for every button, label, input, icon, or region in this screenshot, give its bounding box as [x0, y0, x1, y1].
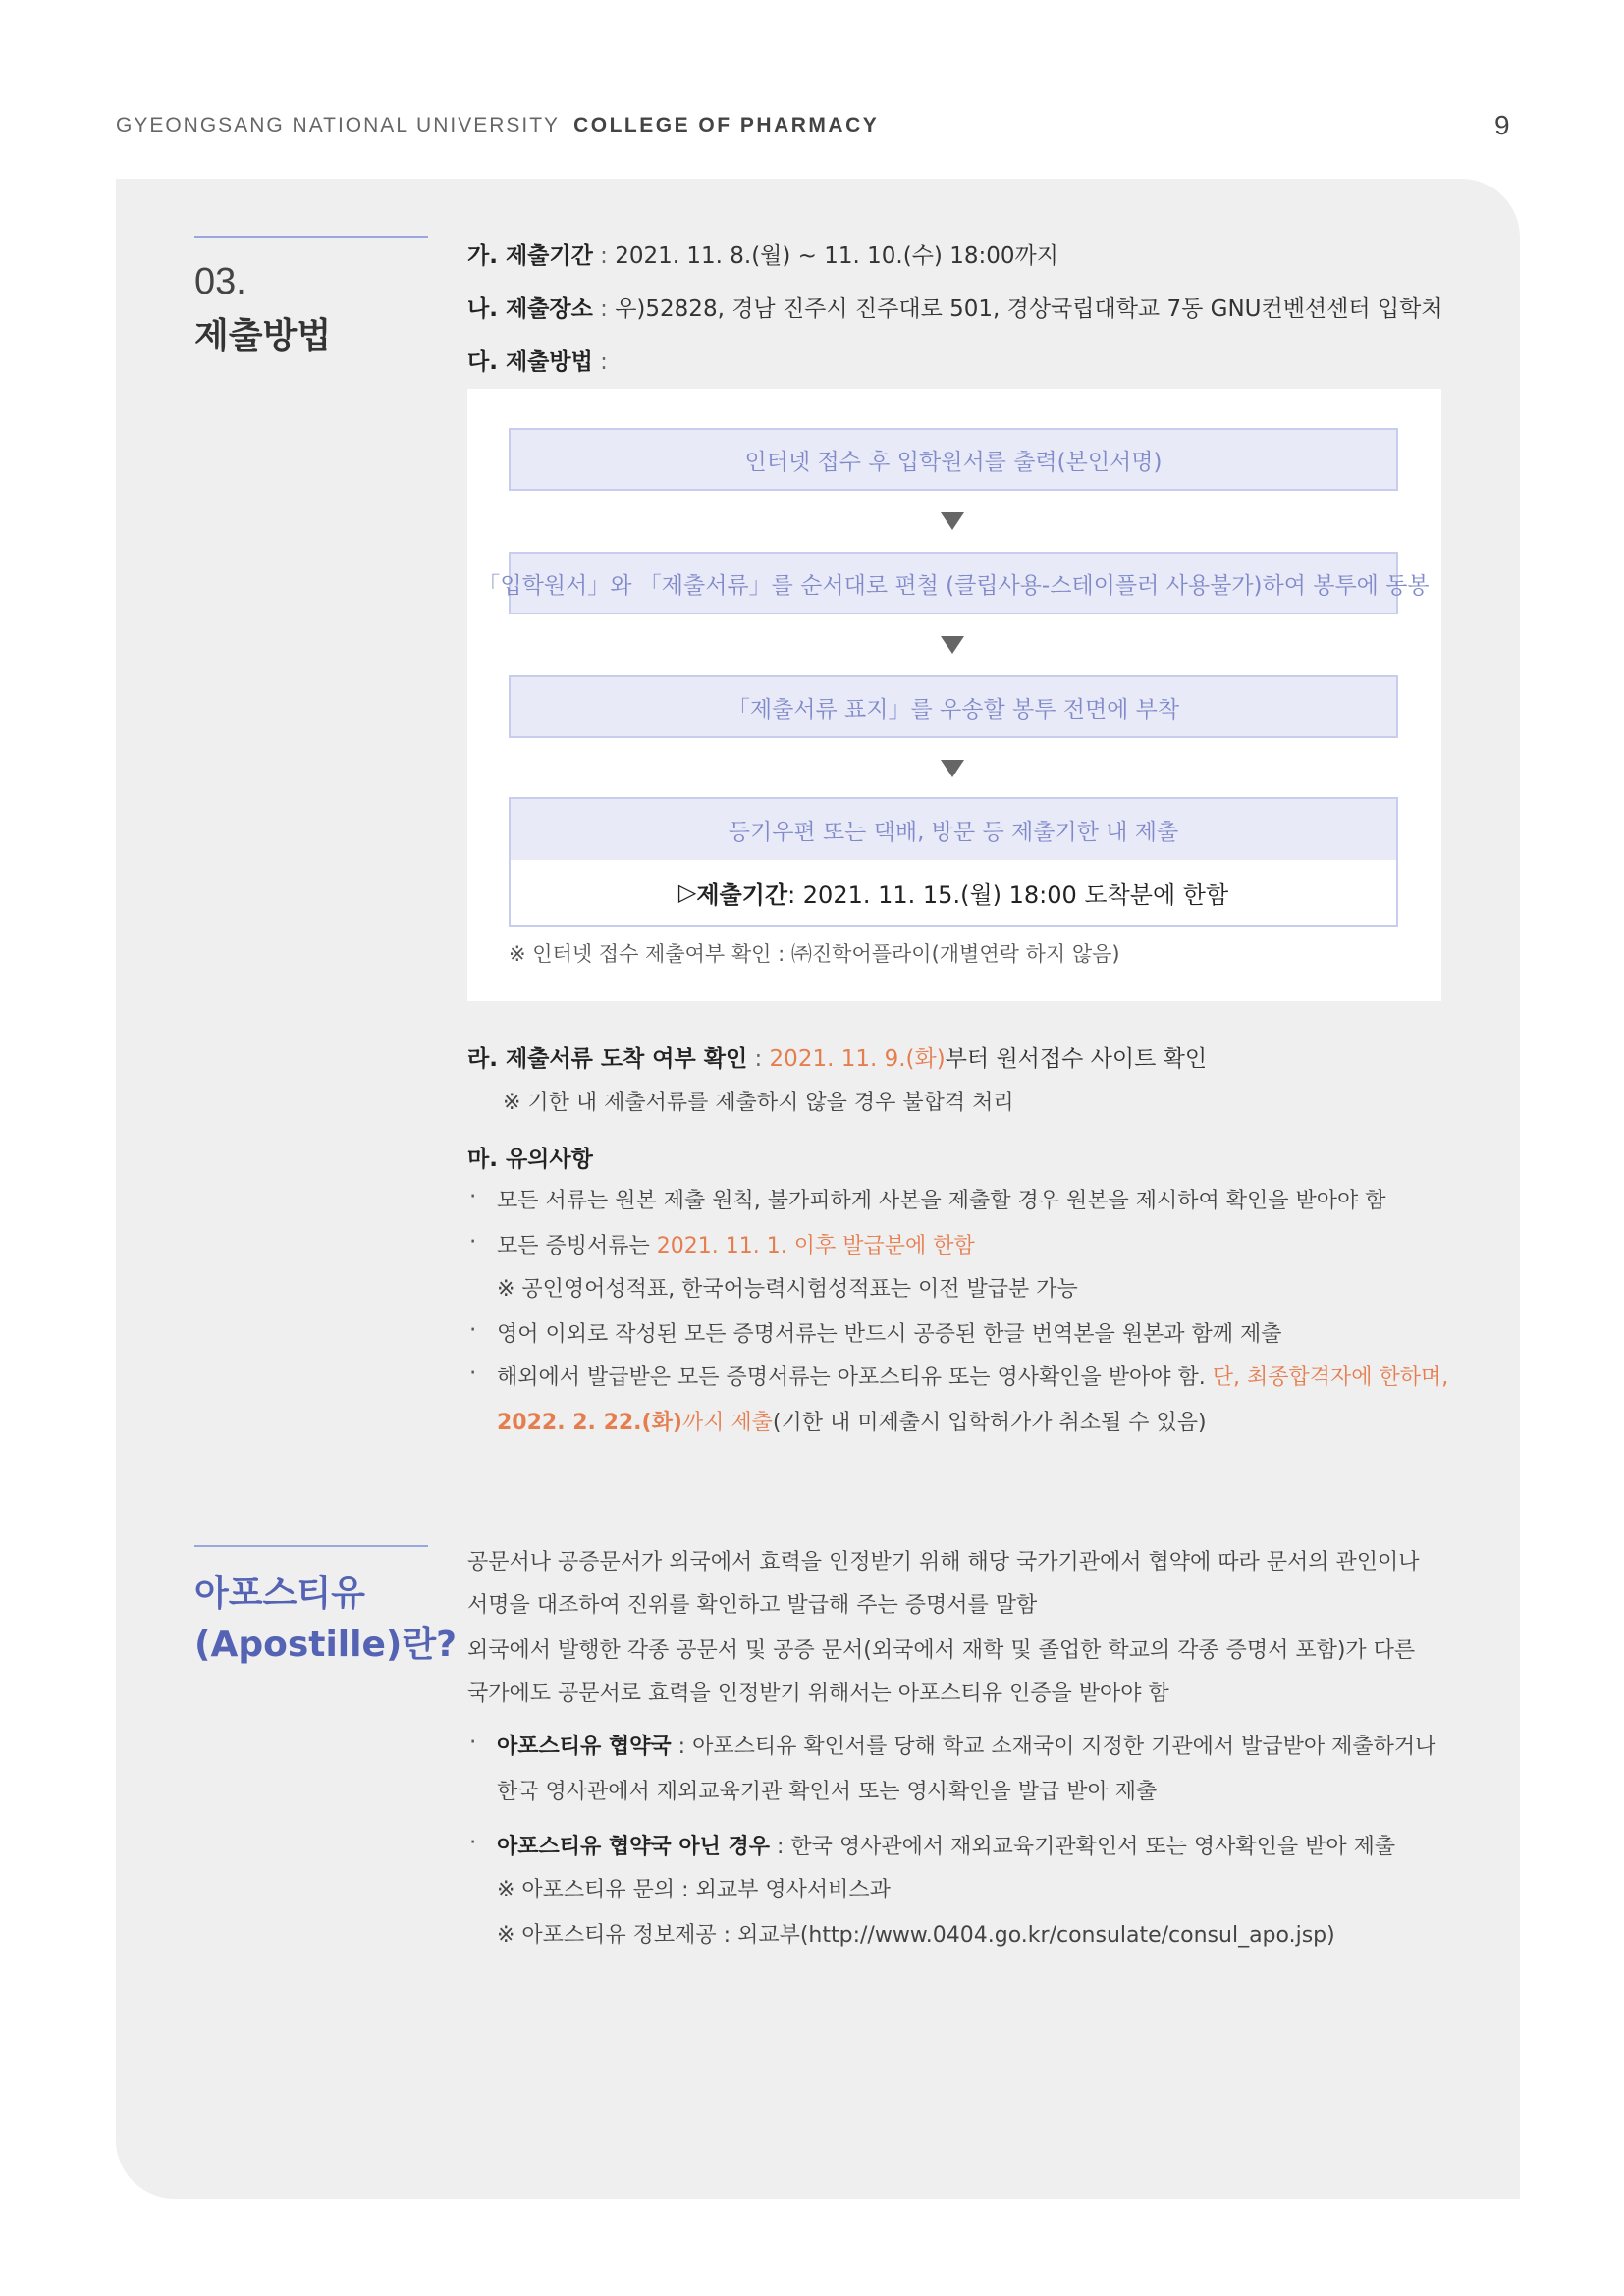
section-number: 03. — [194, 261, 246, 302]
bullet-dot: · — [469, 1317, 477, 1343]
item-ga: 가. 제출기간 : 2021. 11. 8.(월) ~ 11. 10.(수) 18:00까지 — [467, 243, 1058, 269]
item-ga-label: 가. 제출기간 — [467, 243, 593, 269]
item-ra: 라. 제출서류 도착 여부 확인 : 2021. 11. 9.(화)부터 원서접수 사이트 확인 — [467, 1046, 1208, 1072]
ma-bullet-4: 해외에서 발급받은 모든 증명서류는 아포스티유 또는 영사확인을 받아야 함. 단, 최종합격자에 한하며, — [497, 1365, 1449, 1390]
bullet-dot: · — [469, 1184, 477, 1209]
item-da: 다. 제출방법 : — [467, 349, 608, 375]
ma-bullet-2: 모든 증빙서류는 2021. 11. 1. 이후 발급분에 한함 — [497, 1234, 975, 1258]
apostille-note-1: ※ 아포스티유 문의 : 외교부 영사서비스과 — [497, 1878, 891, 1902]
flow-deadline: ▷ 제출기간 : 2021. 11. 15.(월) 18:00 도착분에 한함 — [677, 879, 1229, 909]
apostille-p2-line1: 외국에서 발행한 각종 공문서 및 공증 문서(외국에서 재학 및 졸업한 학교의 각종 증명서 포함)가 다른 — [467, 1638, 1416, 1663]
apostille-case-1-cont: 한국 영사관에서 재외교육기관 확인서 또는 영사확인을 발급 받아 제출 — [497, 1780, 1158, 1804]
item-na: 나. 제출장소 : 우)52828, 경남 진주시 진주대로 501, 경상국립대학교 7동 GNU컨벤션센터 입학처 — [467, 296, 1443, 322]
apostille-p2-line2: 국가에도 공문서로 효력을 인정받기 위해서는 아포스티유 인증을 받아야 함 — [467, 1682, 1169, 1706]
page-number: 9 — [1494, 110, 1510, 140]
apostille-p1-line2: 서명을 대조하여 진위를 확인하고 발급해 주는 증명서를 말함 — [467, 1593, 1038, 1618]
running-header — [116, 114, 879, 137]
flow-step-1: 인터넷 접수 후 입학원서를 출력(본인서명) — [509, 428, 1398, 491]
flow-step-4 — [509, 797, 1398, 927]
down-arrow-icon — [941, 512, 964, 530]
apostille-title: 아포스티유 (Apostille)란? — [194, 1574, 458, 1665]
ma-bullet-2-note: ※ 공인영어성적표, 한국어능력시험성적표는 이전 발급분 가능 — [497, 1277, 1078, 1302]
section-title: 제출방법 — [194, 316, 332, 356]
apostille-note-2: ※ 아포스티유 정보제공 : 외교부(http://www.0404.go.kr/consulate/consul_apo.jsp) — [497, 1923, 1335, 1948]
section-rule — [194, 1545, 428, 1547]
flow-step-2: 「입학원서」와 「제출서류」를 순서대로 편철 (클립사용-스테이플러 사용불가)하여 봉투에 동봉 — [509, 552, 1398, 614]
flow-step-4-text: 등기우편 또는 택배, 방문 등 제출기한 내 제출 — [511, 799, 1396, 860]
item-na-value: 우)52828, 경남 진주시 진주대로 501, 경상국립대학교 7동 GNU컨벤션센터 입학처 — [615, 296, 1443, 322]
ma-bullet-4-cont: 2022. 2. 22.(화)까지 제출(기한 내 미제출시 입학허가가 취소될 수 있음) — [497, 1411, 1207, 1435]
item-ra-date: 2021. 11. 9.(화) — [769, 1046, 946, 1072]
apostille-case-2: 아포스티유 협약국 아닌 경우 : 한국 영사관에서 재외교육기관확인서 또는 영사확인을 받아 제출 — [497, 1835, 1396, 1859]
college-name: COLLEGE OF PHARMACY — [573, 114, 880, 136]
item-ra-note: ※ 기한 내 제출서류를 제출하지 않을 경우 불합격 처리 — [503, 1091, 1014, 1115]
item-na-label: 나. 제출장소 — [467, 296, 593, 322]
flow-step-3: 「제출서류 표지」를 우송할 봉투 전면에 부착 — [509, 675, 1398, 738]
down-arrow-icon — [941, 636, 964, 654]
apostille-case-1: 아포스티유 협약국 : 아포스티유 확인서를 당해 학교 소재국이 지정한 기관에서 발급받아 제출하거나 — [497, 1735, 1436, 1759]
ma-bullet-1: 모든 서류는 원본 제출 원칙, 불가피하게 사본을 제출할 경우 원본을 제시하여 확인을 받아야 함 — [497, 1189, 1386, 1213]
down-arrow-icon — [941, 760, 964, 777]
university-name: GYEONGSANG NATIONAL UNIVERSITY — [116, 114, 561, 136]
item-ra-label: 라. 제출서류 도착 여부 확인 — [467, 1046, 748, 1072]
flow-note: ※ 인터넷 접수 제출여부 확인 : ㈜진학어플라이(개별연락 하지 않음) — [509, 942, 1120, 966]
bullet-dot: · — [469, 1730, 477, 1755]
apostille-p1-line1: 공문서나 공증문서가 외국에서 효력을 인정받기 위해 해당 국가기관에서 협약에 따라 문서의 관인이나 — [467, 1550, 1420, 1575]
section-rule — [194, 236, 428, 238]
bullet-dot: · — [469, 1229, 477, 1255]
item-da-label: 다. 제출방법 — [467, 349, 593, 375]
item-ga-value: 2021. 11. 8.(월) ~ 11. 10.(수) 18:00까지 — [615, 243, 1058, 269]
item-ma-label: 마. 유의사항 — [467, 1147, 593, 1172]
bullet-dot: · — [469, 1830, 477, 1855]
bullet-dot: · — [469, 1361, 477, 1386]
ma-bullet-3: 영어 이외로 작성된 모든 증명서류는 반드시 공증된 한글 번역본을 원본과 함께 제출 — [497, 1322, 1282, 1347]
